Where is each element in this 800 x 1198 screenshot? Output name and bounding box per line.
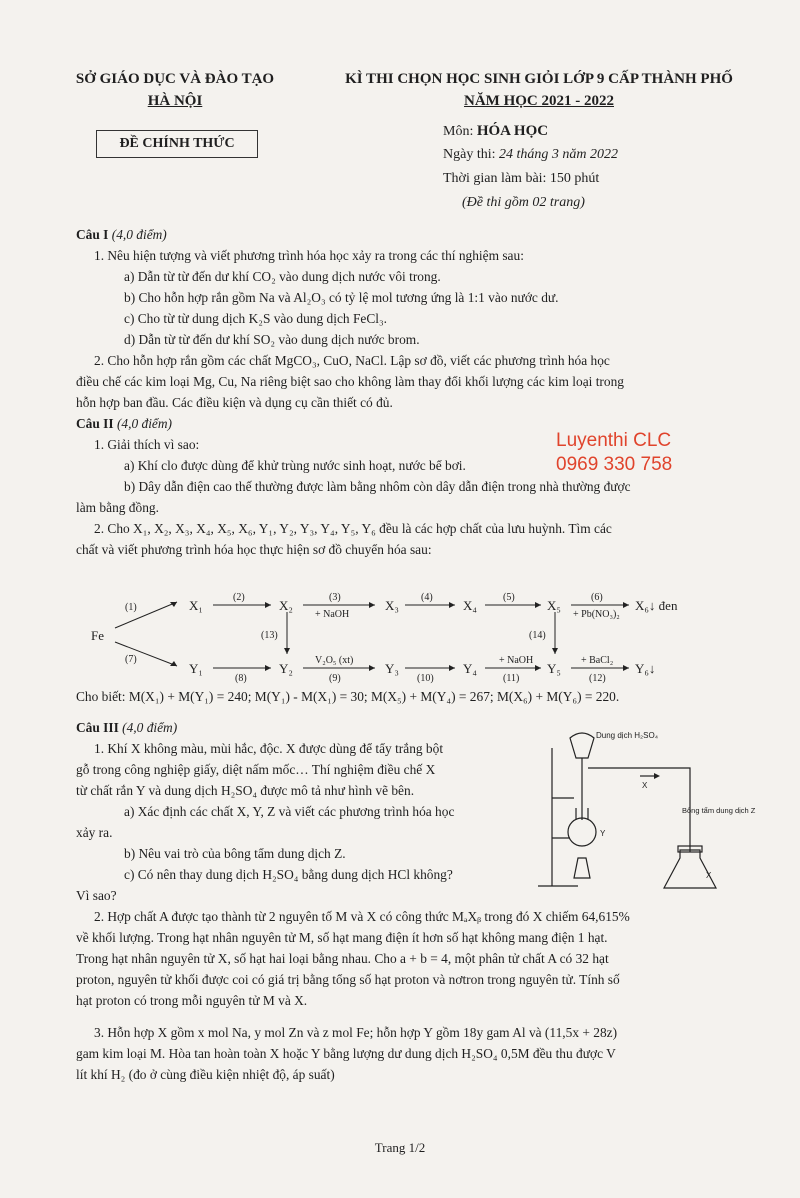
scheme-y6: Y₆↓ bbox=[635, 661, 656, 676]
scheme-x6: X₆↓ đen bbox=[635, 598, 678, 613]
q3-part3-line2: gam kim loại M. Hòa tan hoàn toàn X hoặc Y bằng lượng dư dung dịch H₂SO₄ 0,5M đều thu được V bbox=[76, 1046, 616, 1061]
reagent-11: + NaOH bbox=[499, 655, 534, 666]
scheme-y2: Y₂ bbox=[279, 661, 293, 676]
q1-part2-line1: 2. Cho hỗn hợp rắn gồm các chất MgCO₃, CuO, NaCl. Lập sơ đồ, viết các phương trình hóa học bbox=[94, 353, 610, 368]
q3-part2-line3: Trong hạt nhân nguyên tử X, số hạt hai loại bằng nhau. Cho a + b = 4, một phân tử chất A có 32 hạt bbox=[76, 951, 609, 966]
q2-part1-b-line1: b) Dây dẫn điện cao thế thường được làm bằng nhôm còn dây dẫn điện trong nhà thường được bbox=[124, 479, 631, 494]
scheme-y5: Y₅ bbox=[547, 661, 561, 676]
step-9: (9) bbox=[329, 673, 341, 684]
reagent-12: + BaCl₂ bbox=[581, 655, 614, 666]
scheme-x3: X₃ bbox=[385, 598, 399, 613]
step-13: (13) bbox=[261, 630, 278, 641]
department-header bbox=[60, 68, 290, 112]
step-6: (6) bbox=[591, 592, 603, 603]
subject-line: Môn: HÓA HỌC bbox=[443, 123, 549, 139]
question-3-title: Câu III (4,0 điểm) bbox=[76, 720, 178, 735]
watermark-name: Luyenthi CLC bbox=[556, 430, 672, 451]
scheme-x4: X₄ bbox=[463, 598, 477, 613]
q1-part1-c: c) Cho từ từ dung dịch K₂S vào dung dịch FeCl₃. bbox=[124, 311, 388, 326]
label-solid-y: Y bbox=[600, 829, 606, 838]
q3-part1-a-line1: a) Xác định các chất X, Y, Z và viết các phương trình hóa học bbox=[124, 804, 455, 819]
step-8: (8) bbox=[235, 673, 247, 684]
exam-title-line2: NĂM HỌC 2021 - 2022 bbox=[464, 93, 614, 109]
q2-part2-line2: chất và viết phương trình hóa học thực hiện sơ đồ chuyển hóa sau: bbox=[76, 542, 432, 557]
reagent-6: + Pb(NO₃)₂ bbox=[573, 609, 620, 620]
q3-part1-c-line1: c) Có nên thay dung dịch H₂SO₄ bằng dung dịch HCl không? bbox=[124, 867, 453, 882]
q2-part1-intro: 1. Giải thích vì sao: bbox=[94, 437, 200, 452]
step-1: (1) bbox=[125, 602, 137, 613]
step-3: (3) bbox=[329, 592, 341, 603]
q3-part1-a-line2: xảy ra. bbox=[76, 825, 113, 840]
reagent-3: + NaOH bbox=[315, 609, 350, 620]
q3-part1-line3: từ chất rắn Y và dung dịch H₂SO₄ được mô tả như hình vẽ bên. bbox=[76, 783, 415, 798]
step-2: (2) bbox=[233, 592, 245, 603]
exam-title bbox=[318, 68, 760, 112]
step-11: (11) bbox=[503, 673, 520, 684]
scheme-y1: Y₁ bbox=[189, 661, 203, 676]
scheme-y3: Y₃ bbox=[385, 661, 399, 676]
q3-part3-line3: lít khí H₂ (đo ở cùng điều kiện nhiệt độ, áp suất) bbox=[76, 1067, 335, 1082]
watermark-phone: 0969 330 758 bbox=[556, 454, 673, 475]
q1-part1-intro: 1. Nêu hiện tượng và viết phương trình hóa học xảy ra trong các thí nghiệm sau: bbox=[94, 248, 524, 263]
step-10: (10) bbox=[417, 673, 434, 684]
exam-date: 24 tháng 3 năm 2022 bbox=[499, 147, 618, 162]
q3-part3-line1: 3. Hỗn hợp X gồm x mol Na, y mol Zn và z mol Fe; hỗn hợp Y gồm 18y gam Al và (11,5x + 28z) bbox=[94, 1025, 618, 1040]
date-line: Ngày thi: 24 tháng 3 năm 2022 bbox=[443, 147, 618, 162]
q2-given-masses: Cho biết: M(X₁) + M(Y₁) = 240; M(Y₁) - M(X₁) = 30; M(X₅) + M(Y₄) = 267; M(X₆) + M(Y₆) = 220. bbox=[76, 689, 620, 704]
department-city: HÀ NỘI bbox=[147, 93, 203, 109]
step-14: (14) bbox=[529, 630, 546, 641]
q2-part1-b-line2: làm bằng đồng. bbox=[76, 500, 159, 515]
scheme-x5: X₅ bbox=[547, 598, 561, 613]
label-gas-x: X bbox=[642, 781, 648, 790]
q2-part1-a: a) Khí clo được dùng để khử trùng nước sinh hoạt, nước bể bơi. bbox=[124, 458, 466, 473]
q3-part1-b: b) Nêu vai trò của bông tẩm dung dịch Z. bbox=[124, 846, 346, 861]
scheme-x1: X₁ bbox=[189, 598, 203, 613]
question-1-title: Câu I (4,0 điểm) bbox=[76, 227, 167, 242]
q3-part2-line4: proton, nguyên tử khối được coi có giá trị bằng tổng số hạt proton và nơtron trong nguyên tử. Tính số bbox=[76, 972, 620, 987]
step-4: (4) bbox=[421, 592, 433, 603]
q2-part2-line1: 2. Cho X₁, X₂, X₃, X₄, X₅, X₆, Y₁, Y₂, Y₃, Y₄, Y₅, Y₆ đều là các hợp chất của lưu huỳnh. Tìm các bbox=[94, 521, 612, 536]
duration-line: Thời gian làm bài: 150 phút bbox=[443, 171, 600, 186]
q3-part2-line1: 2. Hợp chất A được tạo thành từ 2 nguyên tố M và X có công thức MₐXᵦ trong đó X chiếm 64,615% bbox=[94, 909, 630, 924]
q1-part2-line2: điều chế các kim loại Mg, Cu, Na riêng biệt sao cho không làm thay đổi khối lượng các kim loại trong bbox=[76, 374, 624, 389]
q1-part1-d: d) Dẫn từ từ đến dư khí SO₂ vào dung dịch nước brom. bbox=[124, 332, 420, 347]
step-7: (7) bbox=[125, 654, 137, 665]
exam-title-line1: KÌ THI CHỌN HỌC SINH GIỎI LỚP 9 CẤP THÀNH PHỐ bbox=[345, 71, 733, 87]
scheme-start-fe: Fe bbox=[91, 628, 104, 643]
label-cotton: Bông tẩm dung dịch Z bbox=[682, 806, 756, 815]
official-badge: ĐỀ CHÍNH THỨC bbox=[96, 130, 258, 158]
scheme-y4: Y₄ bbox=[463, 661, 477, 676]
department-name: SỞ GIÁO DỤC VÀ ĐÀO TẠO bbox=[75, 71, 275, 87]
q3-part1-c-line2: Vì sao? bbox=[76, 888, 117, 903]
step-12: (12) bbox=[589, 673, 606, 684]
reagent-9: V₂O₅ (xt) bbox=[315, 655, 354, 666]
page-number: Trang 1/2 bbox=[374, 1140, 426, 1155]
apparatus-drawing bbox=[530, 728, 756, 898]
q1-part1-b: b) Cho hỗn hợp rắn gồm Na và Al₂O₃ có tỷ lệ mol tương ứng là 1:1 vào nước dư. bbox=[124, 290, 559, 305]
scheme-x2: X₂ bbox=[279, 598, 293, 613]
label-x-flask: X bbox=[706, 871, 712, 880]
scheme-diagram bbox=[75, 590, 715, 682]
q1-part2-line3: hỗn hợp ban đầu. Các điều kiện và dụng cụ cần thiết có đủ. bbox=[76, 395, 393, 410]
label-acid: Dung dịch H₂SO₄ bbox=[596, 731, 658, 740]
q3-part1-line2: gỗ trong công nghiệp giấy, diệt nấm mốc… Thí nghiệm điều chế X bbox=[76, 762, 436, 777]
pages-note: (Đề thi gồm 02 trang) bbox=[462, 195, 585, 210]
q3-part1-line1: 1. Khí X không màu, mùi hắc, độc. X được dùng để tẩy trắng bột bbox=[94, 741, 444, 756]
subject-name: HÓA HỌC bbox=[476, 123, 549, 139]
apparatus-figure bbox=[530, 728, 756, 898]
q3-part2-line5: hạt proton có trong mỗi nguyên tử M và X. bbox=[76, 993, 308, 1008]
question-2-title: Câu II (4,0 điểm) bbox=[76, 416, 172, 431]
step-5: (5) bbox=[503, 592, 515, 603]
conversion-scheme bbox=[75, 590, 715, 682]
q3-part2-line2: về khối lượng. Trong hạt nhân nguyên tử M, số hạt mang điện ít hơn số hạt không mang điện 1 hạt. bbox=[76, 930, 608, 945]
q1-part1-a: a) Dẫn từ từ đến dư khí CO₂ vào dung dịch nước vôi trong. bbox=[124, 269, 441, 284]
